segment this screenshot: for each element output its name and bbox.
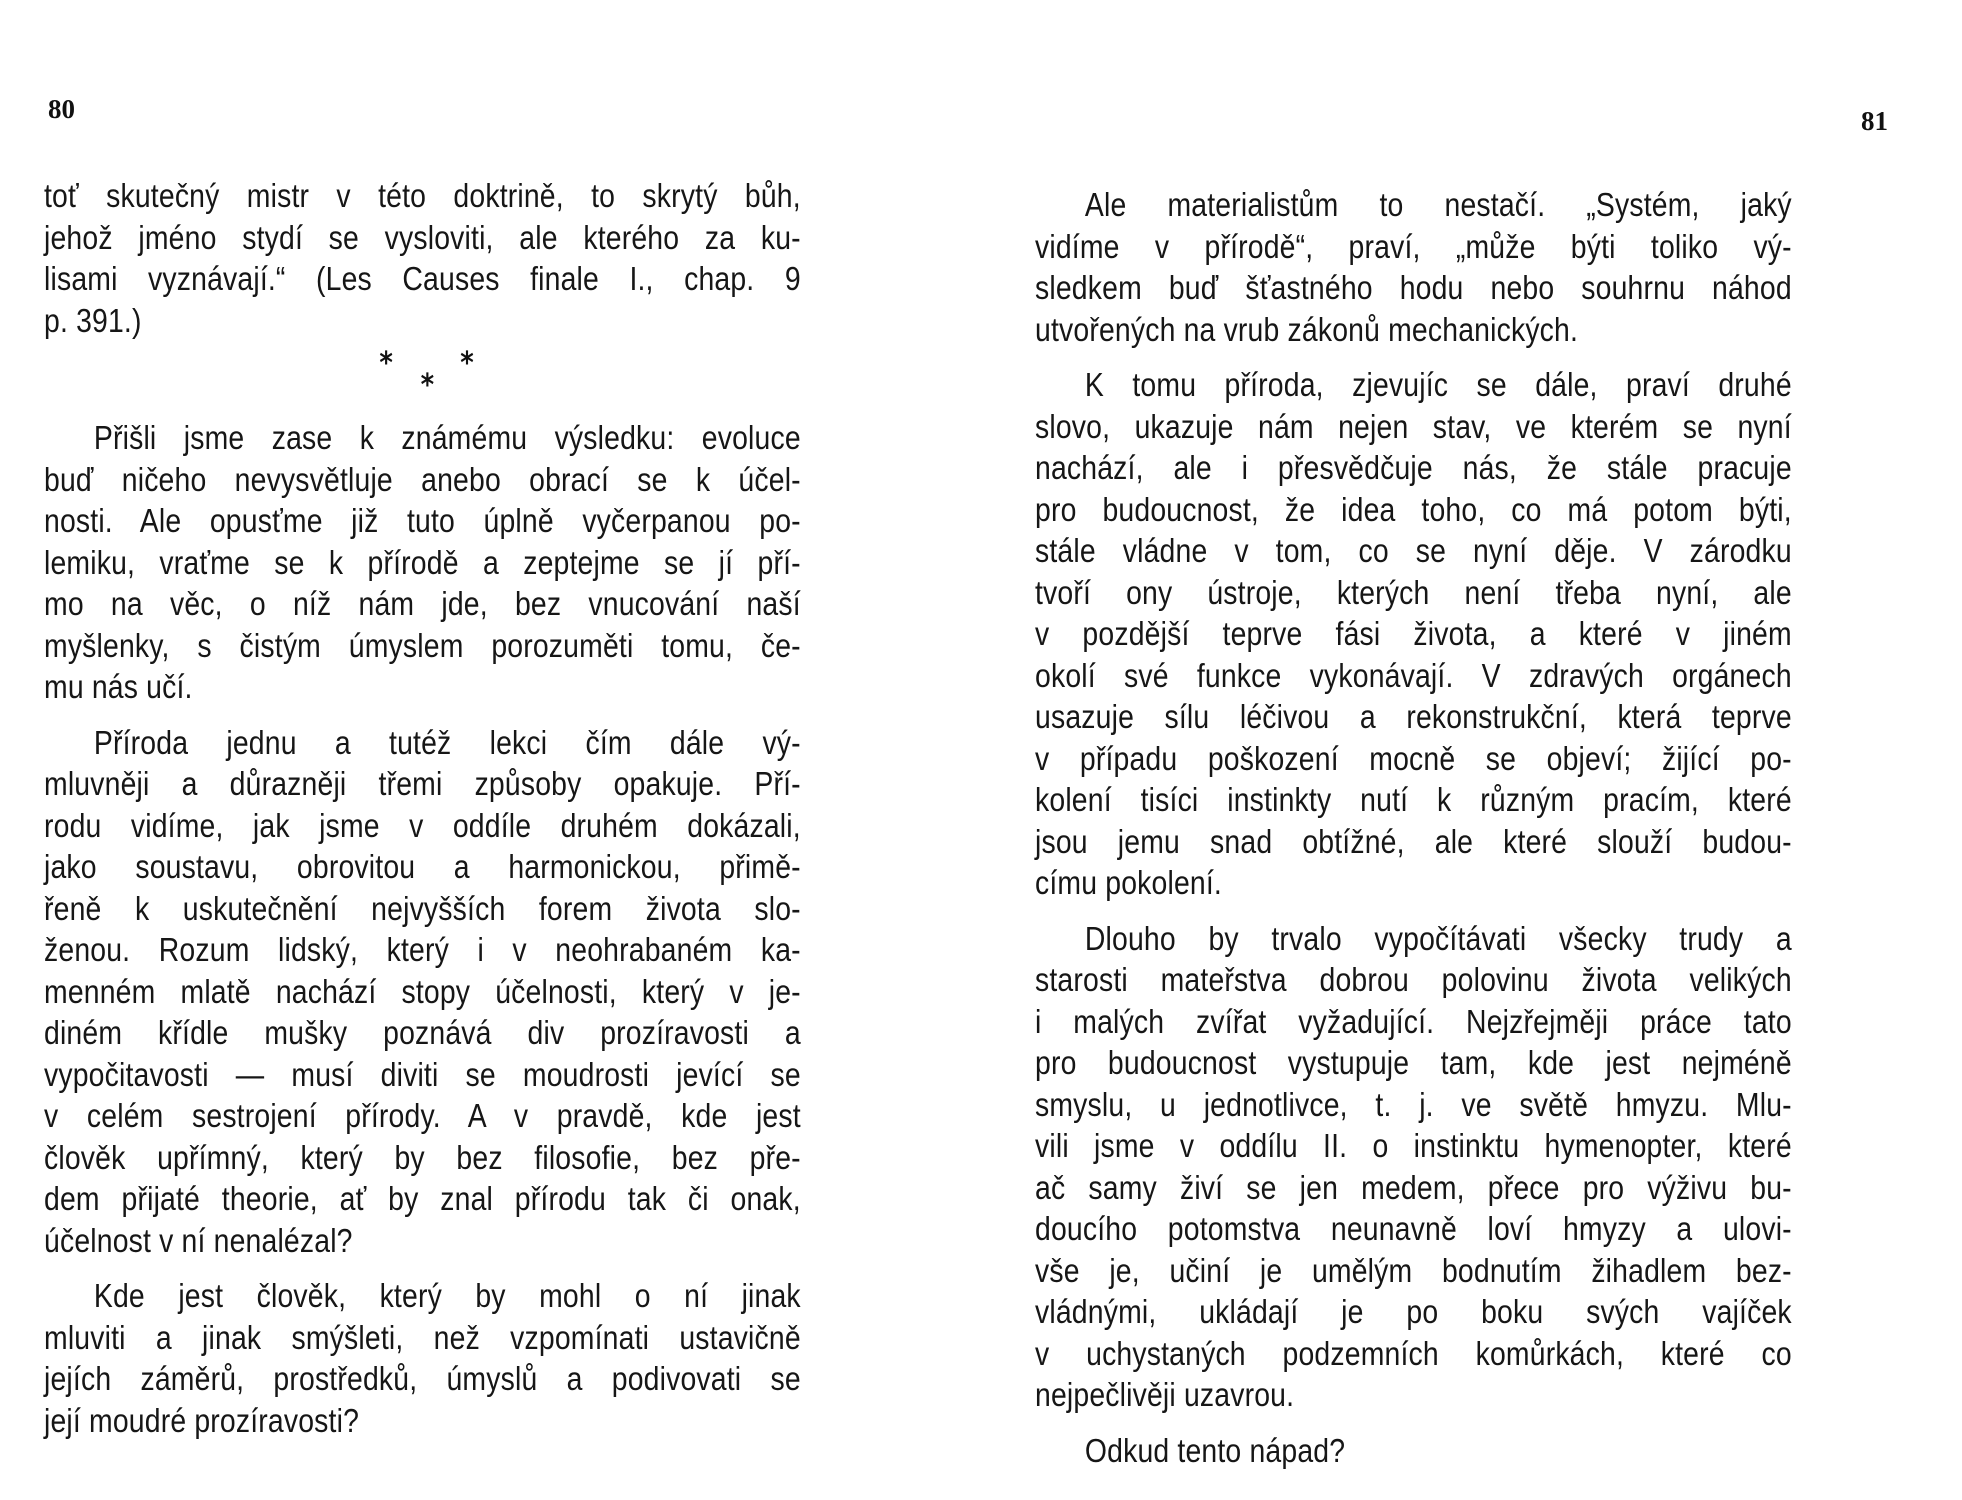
text-line: tvoří ony ústroje, kterých není třeba nyní, ale — [1035, 573, 1792, 611]
paragraph — [44, 1275, 801, 1441]
text-line: Přišli jsme zase k známému výsledku: evoluce — [93, 419, 801, 456]
text-line: ač samy živí se jen medem, přece pro výživu bu- — [1035, 1168, 1792, 1206]
text-line: nosti. Ale opusťme již tuto úplně vyčerpanou po- — [44, 502, 801, 539]
text-line: její moudré prozíravosti? — [44, 1401, 360, 1439]
text-line: doucího potomstva neunavně loví hmyzy a ulovi- — [1035, 1210, 1792, 1247]
paragraph — [44, 722, 801, 1262]
text-line: jsou jemu snad obtížné, ale které slouží budou- — [1035, 822, 1792, 860]
page-number-left: 80 — [48, 94, 75, 124]
text-line: stále vládne v tom, co se nyní děje. V zárodku — [1035, 532, 1792, 569]
text-line: v pozdější teprve fási života, a které v jiném — [1035, 615, 1792, 652]
text-line: slovo, ukazuje nám nejen stav, ve kterém se nyní — [1035, 407, 1792, 445]
text-line: vidíme v přírodě“, praví, „může býti toliko vý- — [1035, 227, 1792, 265]
text-line: smyslu, u jednotlivce, t. j. ve světě hmyzu. Mlu- — [1035, 1085, 1792, 1123]
text-line: buď ničeho nevysvětluje anebo obrací se k účel- — [44, 460, 801, 498]
text-line: Příroda jednu a tutéž lekci čím dále vý- — [93, 723, 801, 761]
text-line: Dlouho by trvalo vypočítávati všecky trudy a — [1084, 919, 1792, 957]
text-line: utvořených na vrub zákonů mechanických. — [1035, 310, 1579, 348]
text-line: v případu poškození mocně se objeví; žijící po- — [1035, 739, 1792, 777]
page-number-right: 81 — [1861, 106, 1888, 136]
text-line: kolení tisíci instinkty nutí k různým pracím, které — [1035, 781, 1792, 818]
text-line: jehož jméno stydí se vysloviti, ale kterého za ku- — [44, 218, 801, 256]
text-line: mo na věc, o níž nám jde, bez vnucování naší — [44, 585, 801, 622]
text-line: Ale materialistům to nestačí. „Systém, jaký — [1084, 186, 1792, 223]
text-line: lemiku, vraťme se k přírodě a zeptejme se jí pří- — [44, 543, 801, 581]
text-line: sledkem buď šťastného hodu nebo souhrnu náhod — [1035, 269, 1792, 306]
right-text-block — [1035, 184, 1792, 1471]
text-line: mluviti a jinak smýšleti, než vzpomínati ustavičně — [44, 1318, 801, 1356]
paragraph — [1035, 364, 1792, 904]
text-line: starosti mateřstva dobrou polovinu života velikých — [1035, 961, 1792, 998]
text-line: címu pokolení. — [1035, 864, 1222, 901]
text-line: K tomu příroda, zjevujíc se dále, praví druhé — [1084, 366, 1792, 403]
paragraph — [44, 417, 801, 708]
text-line: pro budoucnost, že idea toho, co má potom býti, — [1035, 490, 1792, 528]
text-line: Odkud tento nápad? — [1084, 1431, 1346, 1469]
text-line: řeně k uskutečnění nejvyšších forem života slo- — [44, 889, 801, 927]
text-line: mluvněji a důrazněji třemi způsoby opakuje. Pří- — [44, 765, 801, 802]
text-line: okolí své funkce vykonávají. V zdravých orgánech — [1035, 656, 1792, 694]
text-line: myšlenky, s čistým úmyslem porozuměti tomu, če- — [44, 626, 801, 664]
asterisk: * — [460, 346, 474, 381]
asterisk: * — [379, 346, 394, 381]
text-line: jako soustavu, obrovitou a harmonickou, přimě- — [44, 848, 801, 885]
text-line: vládnými, ukládají je po boku svých vajíček — [1035, 1293, 1792, 1330]
text-line: v uchystaných podzemních komůrkách, které co — [1035, 1334, 1792, 1372]
right-page — [981, 0, 1962, 1500]
paragraph — [1035, 1430, 1792, 1472]
left-text-block — [44, 175, 801, 1441]
text-line: rodu vidíme, jak jsme v oddíle druhém dokázali, — [44, 806, 801, 844]
paragraph — [1035, 918, 1792, 1416]
text-line: ženou. Rozum lidský, který i v neohrabaném ka- — [44, 931, 801, 968]
text-line: i malých zvířat vyžadující. Nejzřejměji práce tato — [1035, 1002, 1792, 1040]
text-line: nachází, ale i přesvědčuje nás, že stále pracuje — [1035, 449, 1792, 486]
text-line: nejpečlivěji uzavrou. — [1035, 1376, 1295, 1413]
text-line: vili jsme v oddílu II. o instinktu hymenopter, které — [1035, 1127, 1792, 1164]
text-line: mu nás učí. — [44, 668, 193, 705]
paragraph — [1035, 184, 1792, 350]
text-line: v celém sestrojení přírody. A v pravdě, kde jest — [44, 1097, 801, 1134]
text-line: pro budoucnost vystupuje tam, kde jest nejméně — [1035, 1044, 1792, 1081]
text-line: p. 391.) — [44, 301, 142, 339]
text-line: vypočitavosti — musí diviti se moudrosti jevící se — [44, 1055, 801, 1093]
asterisk: * — [420, 368, 435, 403]
text-line: toť skutečný mistr v této doktrině, to skrytý bůh, — [44, 177, 801, 214]
text-line: diném křídle mušky poznává div prozíravosti a — [44, 1014, 801, 1051]
text-line: účelnost v ní nenalézal? — [44, 1221, 353, 1259]
text-line: jejích záměrů, prostředků, úmyslů a podivovati se — [44, 1360, 801, 1397]
section-separator — [44, 341, 801, 417]
text-line: usazuje sílu léčivou a rekonstrukční, která teprve — [1035, 698, 1792, 735]
text-line: Kde jest člověk, který by mohl o ní jinak — [93, 1277, 801, 1314]
text-line: lisami vyznávají.“ (Les Causes finale I., chap. 9 — [44, 260, 801, 297]
text-line: dem přijaté theorie, ať by znal přírodu tak či onak, — [44, 1180, 801, 1217]
text-line: vše je, učiní je umělým bodnutím žihadlem bez- — [1035, 1251, 1792, 1289]
text-line: člověk upřímný, který by bez filosofie, bez pře- — [44, 1138, 801, 1176]
text-line: menném mlatě nachází stopy účelnosti, který v je- — [44, 972, 801, 1010]
